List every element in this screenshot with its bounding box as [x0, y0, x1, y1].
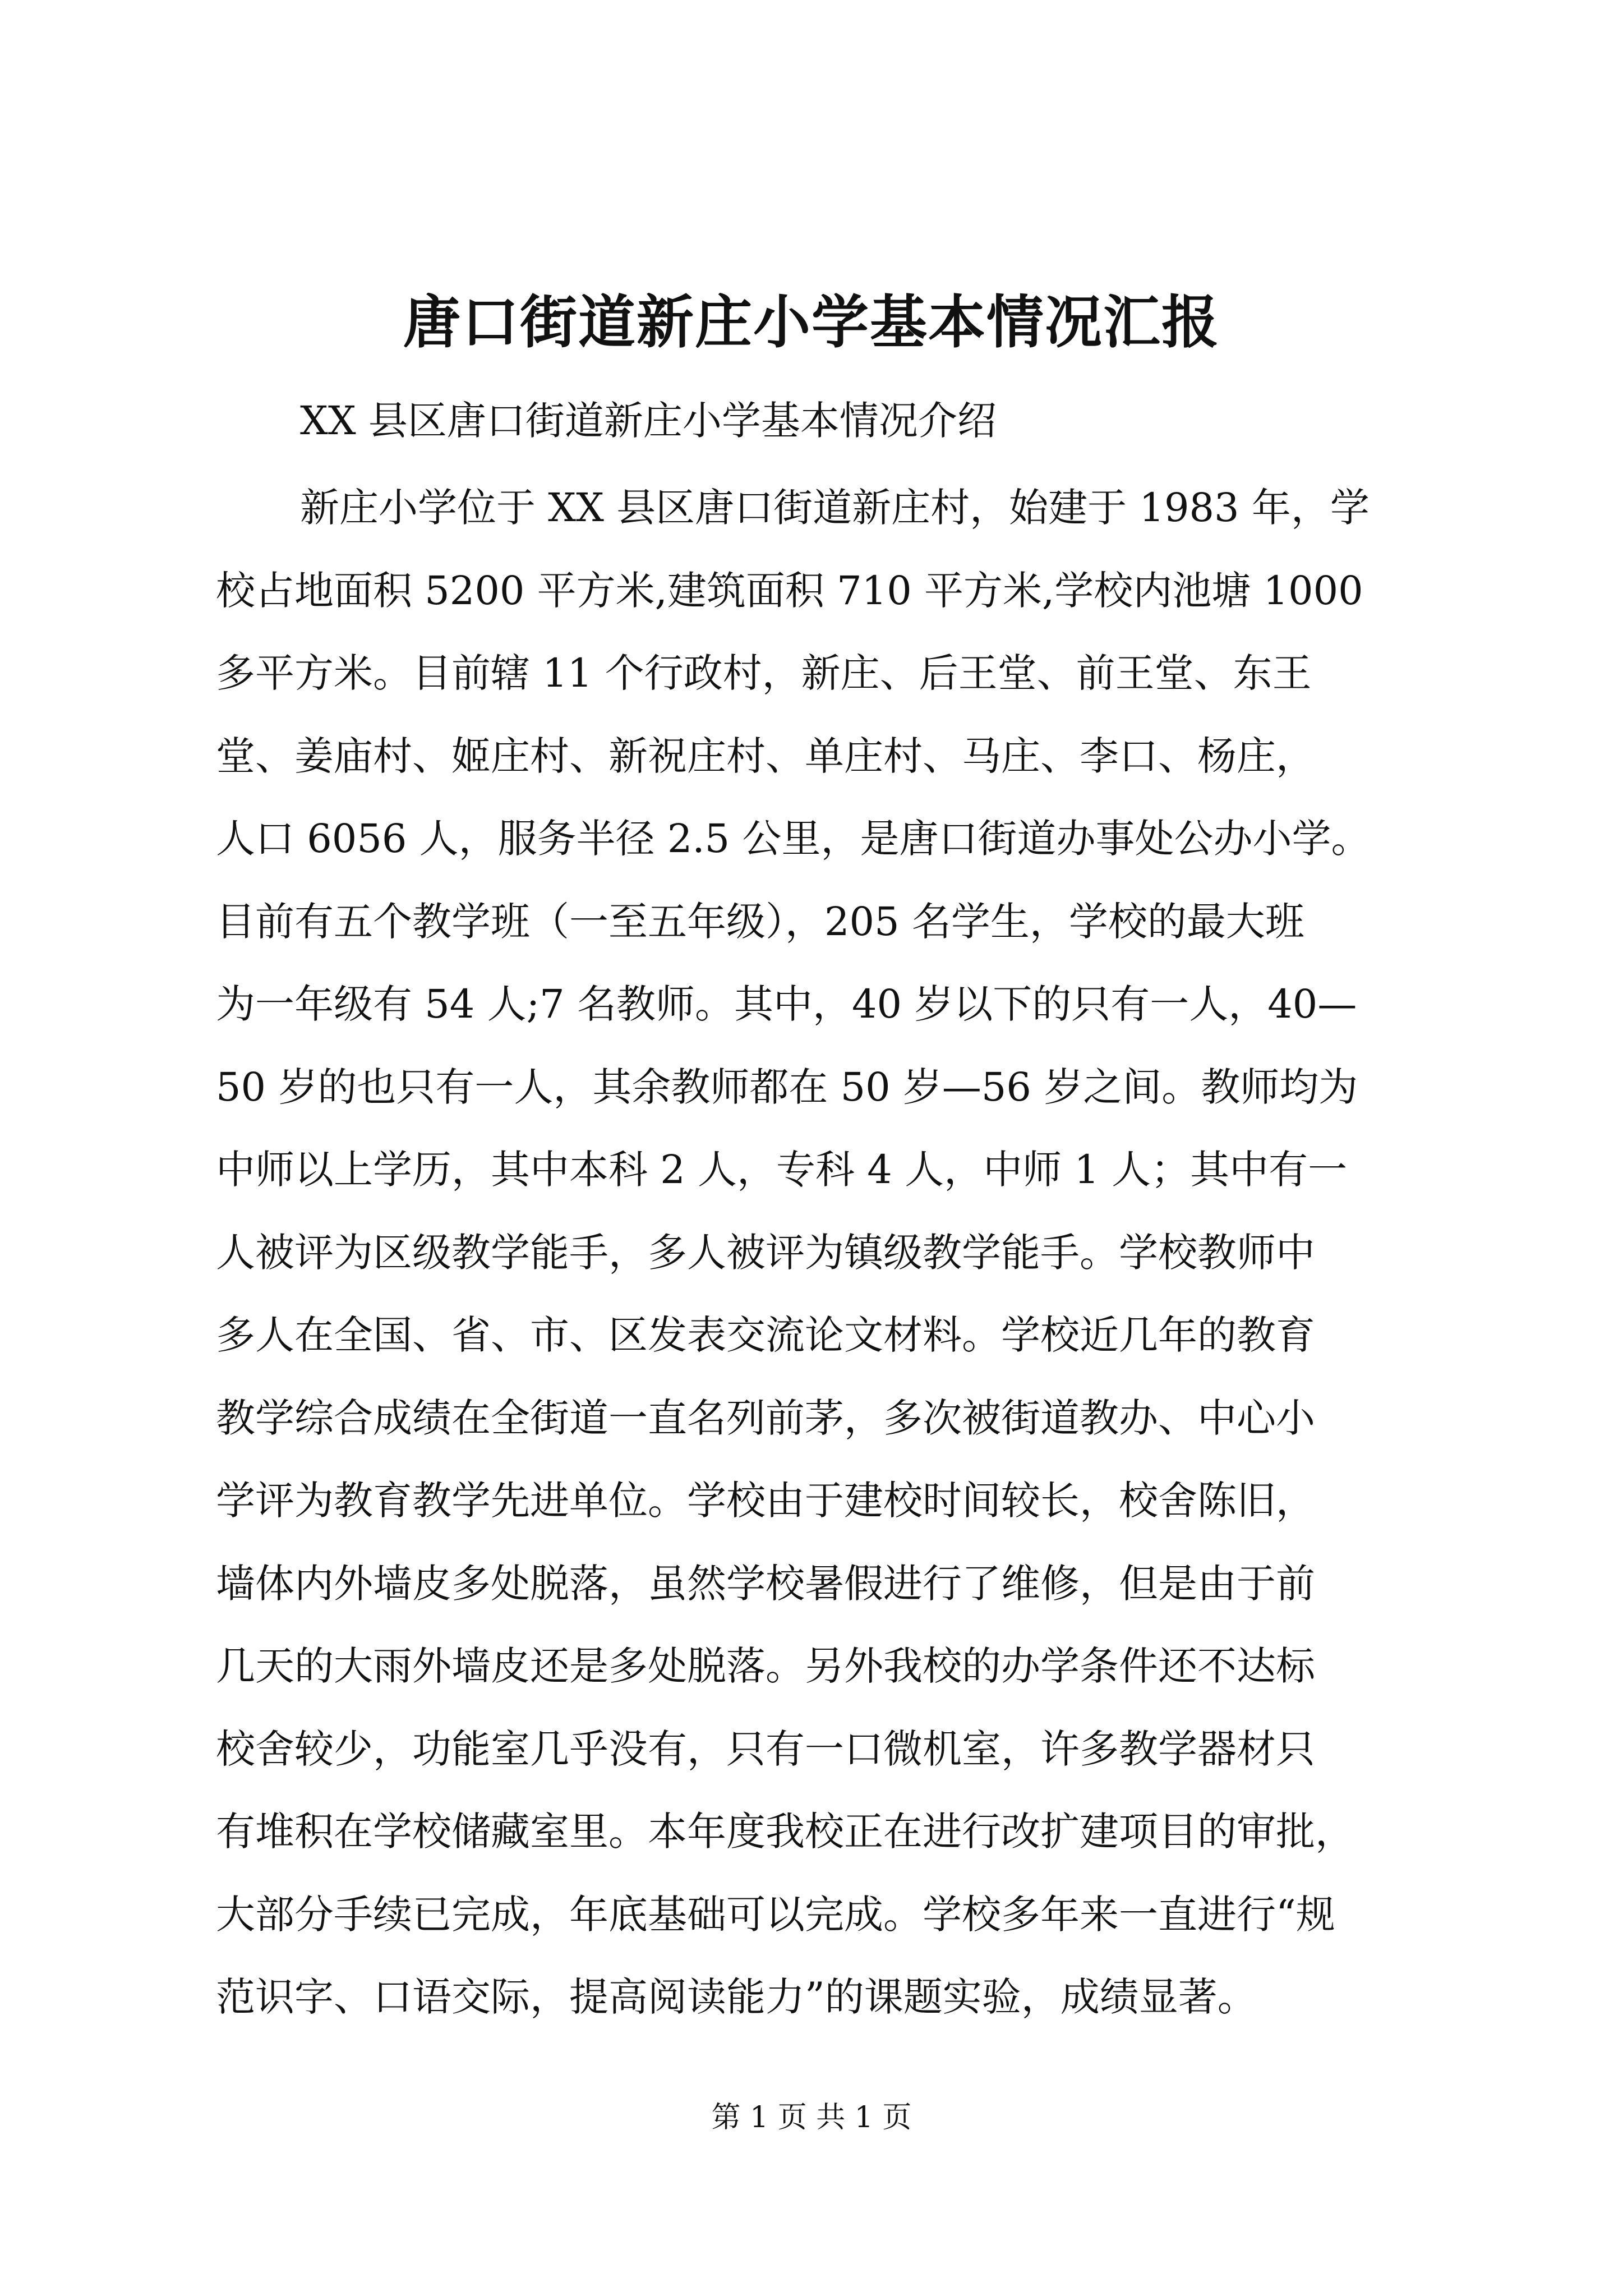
body-line: 教学综合成绩在全街道一直名列前茅，多次被街道教办、中心小	[216, 1395, 1315, 1441]
body-line: 人口 6056 人，服务半径 2.5 公里，是唐口街道办事处公办小学。	[216, 816, 1371, 862]
body-line: 多平方米。目前辖 11 个行政村，新庄、后王堂、前王堂、东王	[216, 650, 1312, 696]
body-line: 范识字、口语交际，提高阅读能力”的课题实验，成绩显著。	[216, 1974, 1257, 2020]
body-line: 校占地面积 5200 平方米,建筑面积 710 平方米,学校内池塘 1000	[216, 567, 1363, 614]
body-line: 中师以上学历，其中本科 2 人，专科 4 人，中师 1 人；其中有一	[216, 1147, 1348, 1193]
body-line: 人被评为区级教学能手，多人被评为镇级教学能手。学校教师中	[216, 1229, 1315, 1276]
document-subtitle: XX 县区唐口街道新庄小学基本情况介绍	[300, 398, 997, 444]
document-body	[216, 467, 1438, 2039]
body-line: 墙体内外墙皮多处脱落，虽然学校暑假进行了维修，但是由于前	[216, 1560, 1315, 1607]
body-line: 50 岁的也只有一人，其余教师都在 50 岁—56 岁之间。教师均为	[216, 1064, 1358, 1110]
body-line: 学评为教育教学先进单位。学校由于建校时间较长，校舍陈旧，	[216, 1478, 1315, 1524]
body-line: 堂、姜庙村、姬庄村、新祝庄村、单庄村、马庄、李口、杨庄，	[216, 733, 1315, 779]
page-footer: 第 1 页 共 1 页	[711, 2101, 912, 2134]
body-line: 目前有五个教学班（一至五年级），205 名学生，学校的最大班	[216, 898, 1304, 945]
body-line: 有堆积在学校储藏室里。本年度我校正在进行改扩建项目的审批，	[216, 1809, 1354, 1855]
body-line: 为一年级有 54 人;7 名教师。其中，40 岁以下的只有一人，40—	[216, 981, 1357, 1027]
body-line: 校舍较少，功能室几乎没有，只有一口微机室，许多教学器材只	[216, 1726, 1315, 1772]
document-title: 唐口街道新庄小学基本情况汇报	[403, 289, 1220, 356]
body-line: 几天的大雨外墙皮还是多处脱落。另外我校的办学条件还不达标	[216, 1643, 1315, 1689]
body-line: 多人在全国、省、市、区发表交流论文材料。学校近几年的教育	[216, 1312, 1315, 1358]
body-line: 新庄小学位于 XX 县区唐口街道新庄村，始建于 1983 年，学	[300, 485, 1370, 531]
body-line: 大部分手续已完成，年底基础可以完成。学校多年来一直进行“规	[216, 1891, 1335, 1938]
